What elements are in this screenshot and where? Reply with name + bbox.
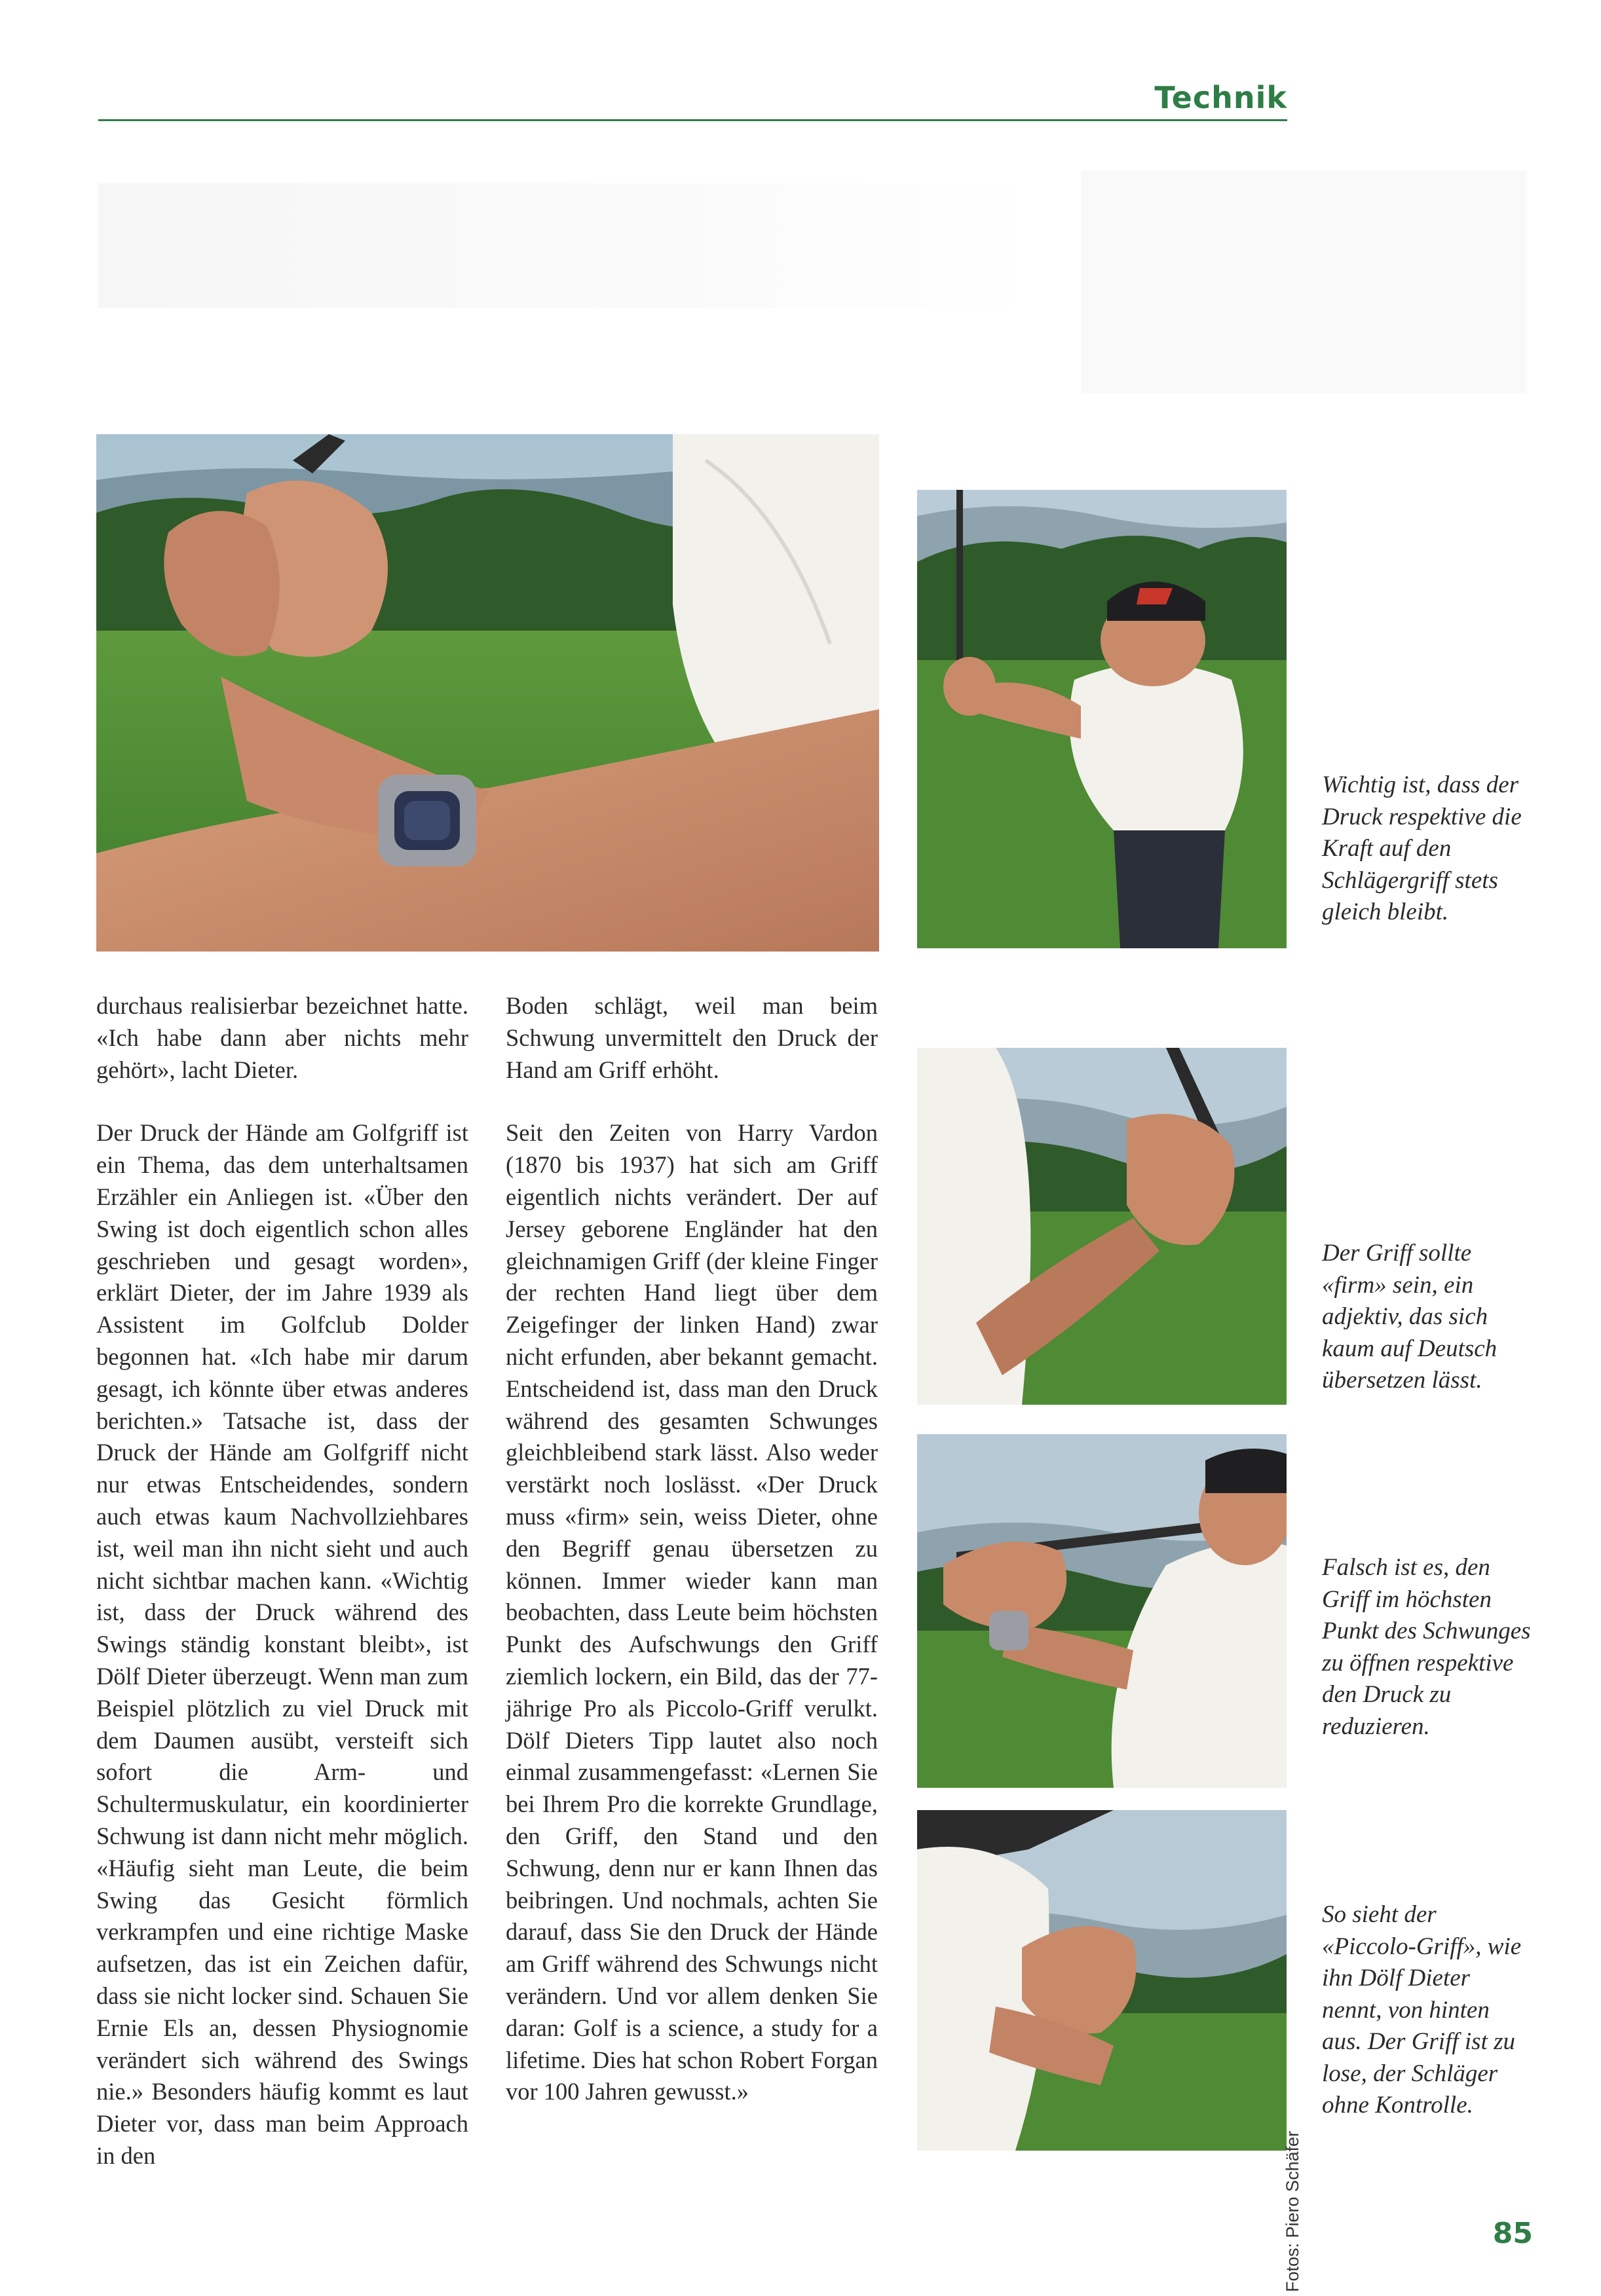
caption-2: Der Griff sollte «firm» sein, ein adjektiv, das sich kaum auf Deutsch übersetzen lässt. xyxy=(1322,1240,1497,1394)
photo-piccolo-grip xyxy=(917,1810,1287,2151)
bleed-through-shadow-right xyxy=(1081,170,1526,393)
main-photo-hands-grip xyxy=(96,434,879,952)
photo-credit-text: Fotos: Piero Schäfer xyxy=(1283,2130,1302,2292)
paragraph: Der Druck der Hände am Golfgriff ist ein Thema, das dem unterhaltsamen Erzähler ein Anliegen ist. «Über den Swing ist doch eigentlich schon alles geschrieben und gesagt worden», erklärt Dieter, der im Jahre 1939 als Assistent im Golfclub Dolder begonnen hat. «Ich habe mir darum gesagt, ich könnte über etwas anderes berichten.» Tatsache ist, dass der Druck der Hände am Golfgriff nicht nur etwas Entscheidendes, sondern auch etwas kaum Nachvollziehbares ist, weil man ihn nicht sieht und auch nicht sichtbar machen kann. «Wichtig ist, dass der Druck während des Swings ständig konstant bleibt», ist Dölf Dieter überzeugt. Wenn man zum Beispiel plötzlich zu viel Druck mit dem Daumen ausübt, versteift sich sofort die Arm- und Schultermuskulatur, ein koordinierter Schwung ist dann nicht mehr möglich. «Häufig sieht man Leute, die beim Swing das Gesicht förmlich verkrampfen und eine richtige Maske aufsetzen, das ist ein Zeichen dafür, dass sie nicht locker sind. Schauen Sie Ernie Els an, dessen Physiognomie verändert sich während des Swings nie.» Besonders häufig kommt es laut Dieter vor, dass man beim Approach in den xyxy=(96,1119,468,2169)
caption-4: So sieht der «Piccolo-Griff», wie ihn Dölf Dieter nennt, von hinten aus. Der Griff ist zu lose, der Schläger ohne Kontrolle. xyxy=(1322,1901,1522,2119)
paragraph: Seit den Zeiten von Harry Vardon (1870 bis 1937) hat sich am Griff eigentlich nichts verändert. Der auf Jersey geborene Engländer hat den gleichnamigen Griff (der kleine Finger der rechten Hand liegt über dem Zeigefinger der linken Hand) zwar nicht erfunden, aber bekannt gemacht. Entscheidend ist, dass man den Druck während des gesamten Schwunges gleichbleibend stark lässt. Also weder verstärkt noch loslässt. «Der Druck muss «firm» sein, weiss Dieter, ohne den Begriff genau übersetzen zu können. Immer wieder kann man beobachten, dass Leute beim höchsten Punkt des Aufschwungs den Griff ziemlich lockern, ein Bild, das der 77-jährige Pro als Piccolo-Griff verulkt. Dölf Dieters Tipp lautet also noch einmal zusammengefasst: «Lernen Sie bei Ihrem Pro die korrekte Grundlage, den Griff, den Stand und den Schwung, denn nur er kann Ihnen das beibringen. Und nochmals, achten Sie darauf, dass Sie den Druck der Hände am Griff während des Schwungs nicht verändern. Und vor allem denken Sie daran: Golf is a science, a study for a lifetime. Dies hat schon Robert Forgan vor 100 Jahren gewusst.» xyxy=(506,1119,878,2105)
caption-1: Wichtig ist, dass der Druck respektive die Kraft auf den Schlägergriff stets gleich bleibt. xyxy=(1322,771,1522,925)
photo-credit xyxy=(1283,1952,1302,2292)
caption-3: Falsch ist es, den Griff im höchsten Punkt des Schwunges zu öffnen respektive den Druck zu reduzieren. xyxy=(1322,1554,1531,1740)
header-rule xyxy=(98,119,1287,121)
bleed-through-shadow xyxy=(98,183,1048,308)
text-column-middle xyxy=(506,990,878,2108)
photo-top-of-swing xyxy=(917,1434,1287,1788)
text-column-left xyxy=(96,990,468,2172)
photo-firm-grip xyxy=(917,1048,1287,1405)
paragraph: Boden schlägt, weil man beim Schwung unvermittelt den Druck der Hand am Griff erhöht. xyxy=(506,992,878,1083)
page-number: 85 xyxy=(1492,2217,1533,2250)
photo-full-swing xyxy=(917,490,1287,948)
paragraph: durchaus realisierbar bezeichnet hatte. «Ich habe dann aber nichts mehr gehört», lacht Dieter. xyxy=(96,992,468,1083)
section-label: Technik xyxy=(1154,80,1287,115)
